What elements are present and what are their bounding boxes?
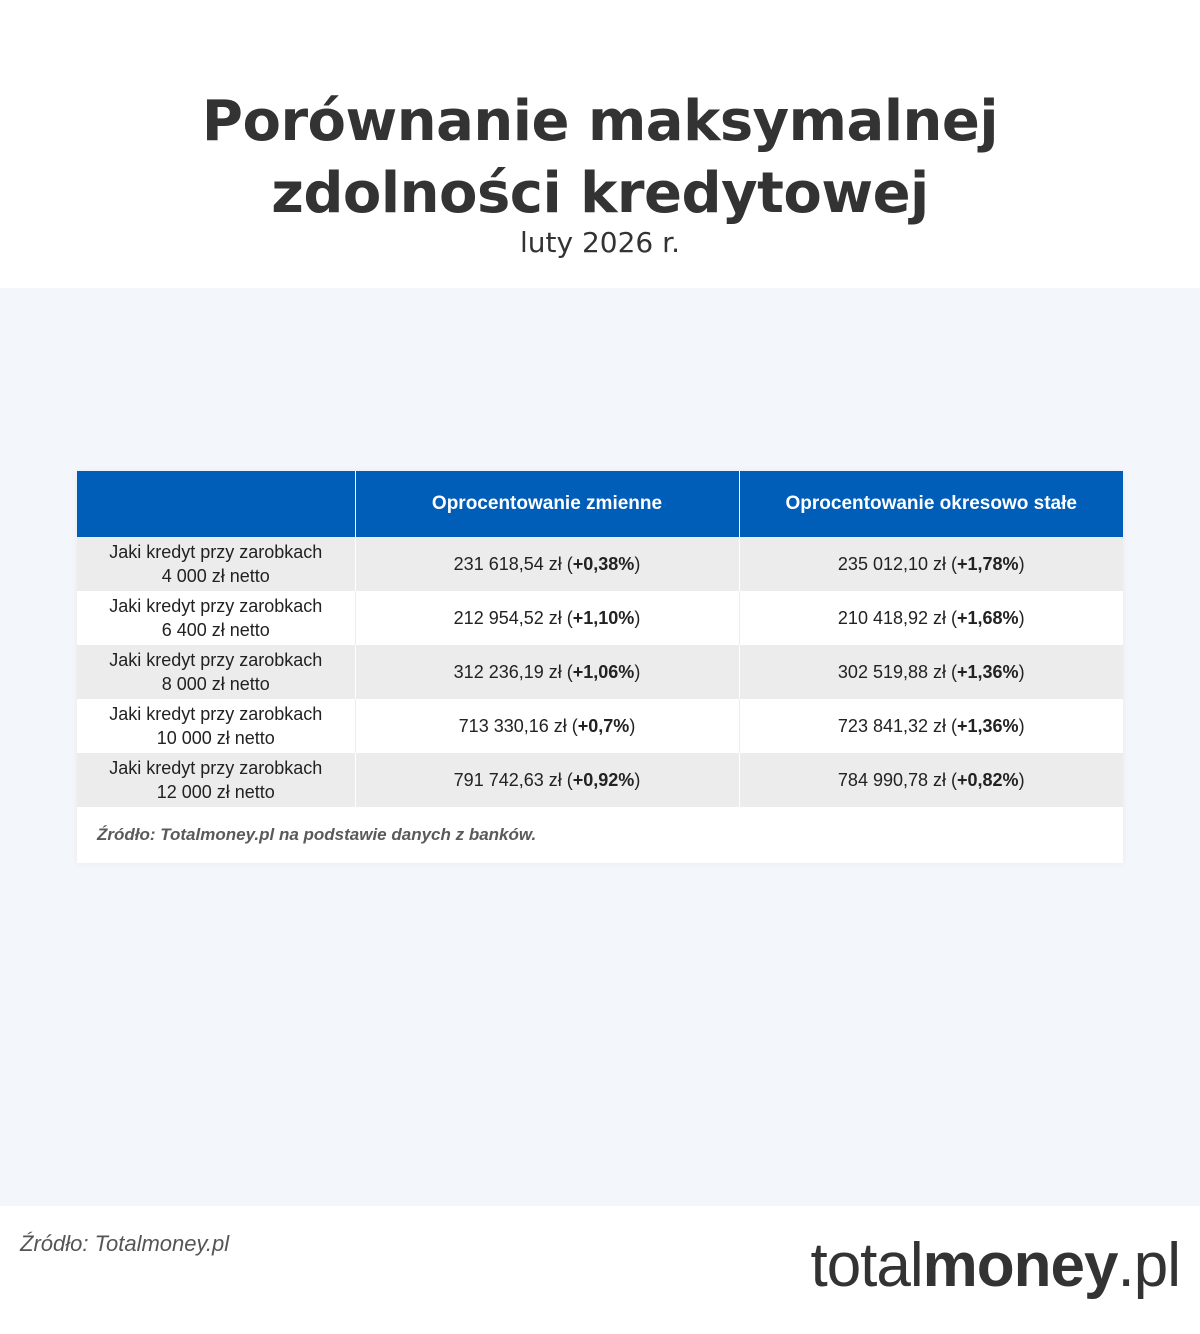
page-subtitle: luty 2026 r. <box>520 226 680 259</box>
fixed-rate-cell-close: ) <box>1018 608 1025 628</box>
table-source-note: Źródło: Totalmoney.pl na podstawie danych z banków. <box>97 825 537 844</box>
fixed-rate-cell-close: ) <box>1018 770 1025 790</box>
variable-rate-cell <box>355 537 739 591</box>
table-header-row <box>77 471 1123 537</box>
fixed-rate-cell-change: +1,78% <box>957 554 1019 574</box>
table-row <box>77 537 1123 591</box>
footer-source: Źródło: Totalmoney.pl <box>20 1231 230 1256</box>
variable-rate-cell-close: ) <box>629 716 636 736</box>
column-header-empty <box>77 471 355 537</box>
comparison-table <box>77 471 1123 807</box>
table-body <box>77 537 1123 807</box>
row-label-line: 12 000 zł netto <box>156 782 275 802</box>
header <box>0 0 1200 288</box>
fixed-rate-cell-close: ) <box>1018 716 1025 736</box>
fixed-rate-cell-amount: 235 012,10 zł ( <box>837 554 958 574</box>
fixed-rate-cell <box>739 591 1123 645</box>
row-label-line: 4 000 zł netto <box>161 566 270 586</box>
row-label-line: Jaki kredyt przy zarobkach <box>109 542 323 562</box>
variable-rate-cell-change: +0,38% <box>572 554 635 574</box>
fixed-rate-cell-change: +1,68% <box>957 608 1019 628</box>
variable-rate-cell-amount: 312 236,19 zł ( <box>453 662 573 682</box>
logo-bold-text: money <box>922 1231 1118 1300</box>
variable-rate-cell <box>355 699 739 753</box>
variable-rate-cell-close: ) <box>634 608 641 628</box>
page-title <box>0 86 1200 230</box>
row-label-line: 8 000 zł netto <box>161 674 270 694</box>
fixed-rate-cell <box>739 645 1123 699</box>
fixed-rate-cell-close: ) <box>1018 554 1025 574</box>
variable-rate-cell-amount: 231 618,54 zł ( <box>453 554 573 574</box>
row-label-line: Jaki kredyt przy zarobkach <box>109 650 323 670</box>
row-label <box>77 537 355 591</box>
table-row <box>77 699 1123 753</box>
logo-suffix-text: .pl <box>1117 1231 1180 1300</box>
variable-rate-cell-change: +1,10% <box>572 608 635 628</box>
row-label-line: Jaki kredyt przy zarobkach <box>109 758 323 778</box>
column-header-fixed: Oprocentowanie okresowo stałe <box>739 471 1123 537</box>
row-label-line: Jaki kredyt przy zarobkach <box>109 704 323 724</box>
table-card <box>77 471 1123 863</box>
fixed-rate-cell <box>739 753 1123 807</box>
variable-rate-cell-close: ) <box>634 770 641 790</box>
variable-rate-cell-amount: 713 330,16 zł ( <box>458 716 578 736</box>
variable-rate-cell-close: ) <box>634 554 641 574</box>
totalmoney-logo <box>810 1230 1180 1301</box>
table-row <box>77 753 1123 807</box>
logo-light-text: total <box>810 1231 923 1300</box>
variable-rate-cell-change: +0,7% <box>577 716 630 736</box>
fixed-rate-cell-amount: 302 519,88 zł ( <box>837 662 958 682</box>
fixed-rate-cell <box>739 537 1123 591</box>
variable-rate-cell <box>355 753 739 807</box>
fixed-rate-cell-change: +0,82% <box>957 770 1019 790</box>
row-label <box>77 753 355 807</box>
fixed-rate-cell-amount: 723 841,32 zł ( <box>837 716 958 736</box>
row-label-line: Jaki kredyt przy zarobkach <box>109 596 323 616</box>
variable-rate-cell-amount: 212 954,52 zł ( <box>453 608 573 628</box>
variable-rate-cell-change: +0,92% <box>572 770 635 790</box>
row-label-line: 10 000 zł netto <box>156 728 275 748</box>
fixed-rate-cell-change: +1,36% <box>957 716 1019 736</box>
fixed-rate-cell-amount: 784 990,78 zł ( <box>837 770 958 790</box>
row-label <box>77 699 355 753</box>
variable-rate-cell-amount: 791 742,63 zł ( <box>453 770 573 790</box>
fixed-rate-cell <box>739 699 1123 753</box>
variable-rate-cell <box>355 591 739 645</box>
variable-rate-cell-change: +1,06% <box>572 662 635 682</box>
row-label <box>77 591 355 645</box>
table-row <box>77 645 1123 699</box>
variable-rate-cell <box>355 645 739 699</box>
page-title-line2: zdolności kredytowej <box>271 161 929 226</box>
row-label-line: 6 400 zł netto <box>161 620 270 640</box>
fixed-rate-cell-change: +1,36% <box>957 662 1019 682</box>
page-title-line1: Porównanie maksymalnej <box>201 89 999 154</box>
column-header-variable: Oprocentowanie zmienne <box>355 471 739 537</box>
fixed-rate-cell-close: ) <box>1018 662 1025 682</box>
row-label <box>77 645 355 699</box>
table-row <box>77 591 1123 645</box>
fixed-rate-cell-amount: 210 418,92 zł ( <box>837 608 958 628</box>
variable-rate-cell-close: ) <box>634 662 641 682</box>
